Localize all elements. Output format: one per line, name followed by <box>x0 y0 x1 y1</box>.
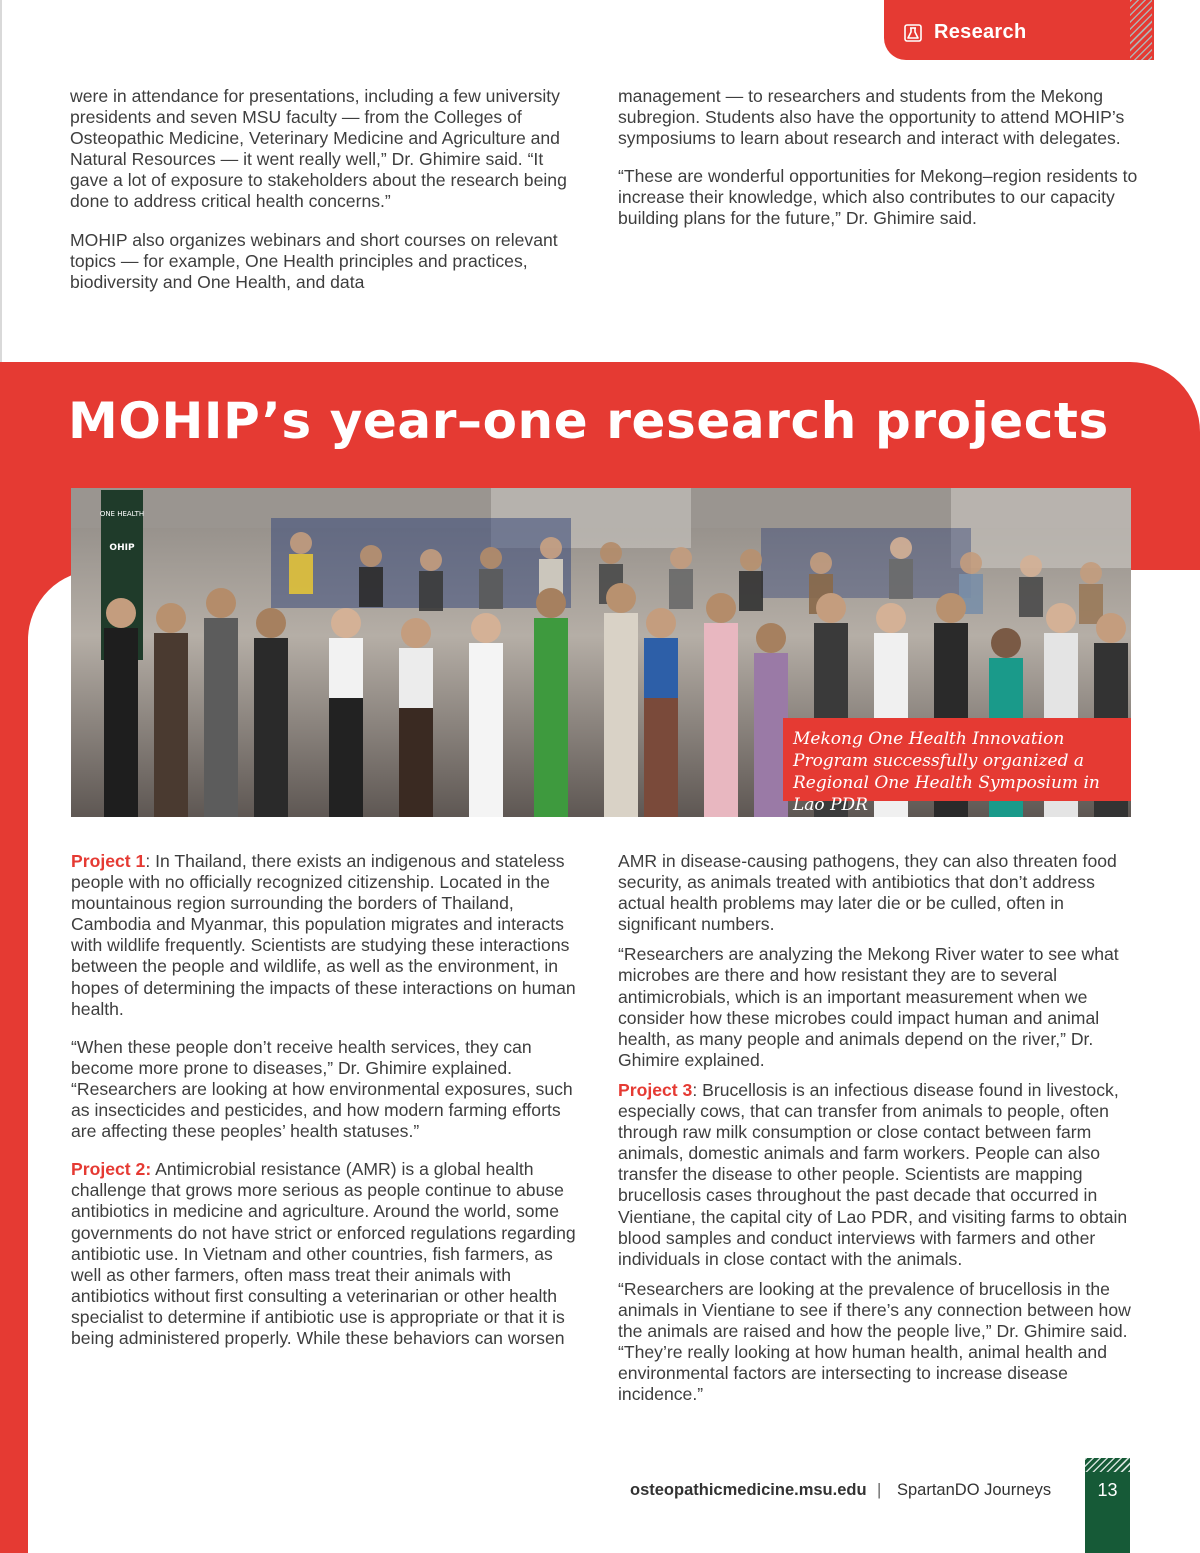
footer-magazine-title: SpartanDO Journeys <box>897 1481 1052 1499</box>
photo-caption: Mekong One Health Innovation Program successfully organized a Regional One Health Symposium in Lao PDR <box>783 718 1131 801</box>
intro-paragraph: MOHIP also organizes webinars and short courses on relevant topics — for example, One Health principles and practices, biodiversity and One Health, and data <box>70 229 558 292</box>
project-3-label: Project 3 <box>618 1079 693 1100</box>
project-2-paragraph <box>71 1159 583 1349</box>
project-2-quote: “Researchers are analyzing the Mekong River water to see what microbes are there and how resistant they are to several antimicrobials, which is an important measurement when we consider how these microbes could impact human and animal health, as many people and animals depend on the river,” Dr. Ghimire explained. <box>618 944 1119 1070</box>
project-2-text: Antimicrobial resistance (AMR) is a global health challenge that grows more serious as people continue to abuse antibiotics in medicine and agriculture. Around the world, some governments do not have strict or enforced regulations regarding antibiotic use. In Vietnam and other countries, fish farmers, as well as other farmers, often mass treat their animals with antibiotics without first consulting a veterinarian or other health specialist to determine if antibiotic use is appropriate or that it is being administered properly. While these behaviors can worsen <box>71 1159 576 1348</box>
project-1-label: Project 1 <box>71 851 146 871</box>
intro-paragraph: “These are wonderful opportunities for Mekong–region residents to increase their knowledge, which also contributes to our capacity building plans for the future,” Dr. Ghimire said. <box>618 166 1138 229</box>
projects-right-column <box>618 851 1138 1422</box>
footer-separator: | <box>877 1481 882 1499</box>
project-1-quote: “When these people don’t receive health services, they can become more prone to diseases,” Dr. Ghimire explained. “Researchers are looking at how environmental exposures, such as insecticides and pesticides, and how modern farming efforts are affecting these peoples’ health statuses.” <box>71 1036 573 1142</box>
project-2-continued: AMR in disease-causing pathogens, they can also threaten food security, as animals treated with antibiotics that don’t address actual health problems may later die or be culled, often in significant numbers. <box>618 851 1117 935</box>
footer-website-link[interactable]: osteopathicmedicine.msu.edu <box>630 1481 867 1499</box>
page-number: 13 <box>1097 1480 1118 1500</box>
banner-logo: OHIP <box>109 543 135 553</box>
section-tab <box>884 0 1154 60</box>
flask-icon <box>902 22 924 44</box>
projects-left-column <box>71 851 583 1366</box>
project-3-text: : Brucellosis is an infectious disease found in livestock, especially cows, that can transfer from animals to people, often through raw milk consumption or close contact between farm animals, domestic animals and farm workers. People can also transfer the disease to other people. Scientists are mapping brucellosis cases throughout the past decade that occurred in Vientiane, the capital city of Lao PDR, and visiting farms to obtain blood samples and conduct interviews with farmers and other individuals in close contact with the animals. <box>618 1079 1128 1269</box>
intro-left-column <box>70 86 570 310</box>
project-1-paragraph <box>71 851 583 1020</box>
project-1-text: : In Thailand, there exists an indigenous and stateless people with no officially recognized citizenship. Located in the mountainous region surrounding the borders of Thailand, Cambodia and Myanmar, this population migrates and interacts with wildlife frequently. Scientists are studying these interactions between the people and wildlife, as well as the environment, in hopes of determining the impacts of these interactions on human health. <box>71 851 576 1019</box>
page-hatch-decoration <box>1085 1458 1130 1472</box>
intro-paragraph: were in attendance for presentations, including a few university presidents and seven MSU faculty — from the Colleges of Osteopathic Medicine, Veterinary Medicine and Agriculture and Natural Resources — it went really well,” Dr. Ghimire said. “It gave a lot of exposure to stakeholders about the research being done to address critical health concerns.” <box>70 86 567 212</box>
feature-headline: MOHIP’s year–one research projects <box>68 392 1109 450</box>
page-number-box <box>1085 1458 1130 1553</box>
project-3-paragraph <box>618 1080 1138 1270</box>
hatch-decoration <box>1130 0 1152 60</box>
section-label: Research <box>934 21 1027 43</box>
project-2-label: Project 2: <box>71 1159 152 1180</box>
project-3-quote: “Researchers are looking at the prevalence of brucellosis in the animals in Vientiane to see if there’s any connection between how the animals are raised and how the people live,” Dr. Ghimire said. “They’re really looking at how human health, animal health and environmental factors are intersecting to increase disease incidence.” <box>618 1278 1131 1405</box>
banner-text: ONE HEALTH <box>99 510 145 518</box>
intro-right-column <box>618 86 1138 247</box>
intro-paragraph: management — to researchers and students from the Mekong subregion. Students also have the opportunity to attend MOHIP’s symposiums to learn about research and interact with delegates. <box>618 86 1125 149</box>
